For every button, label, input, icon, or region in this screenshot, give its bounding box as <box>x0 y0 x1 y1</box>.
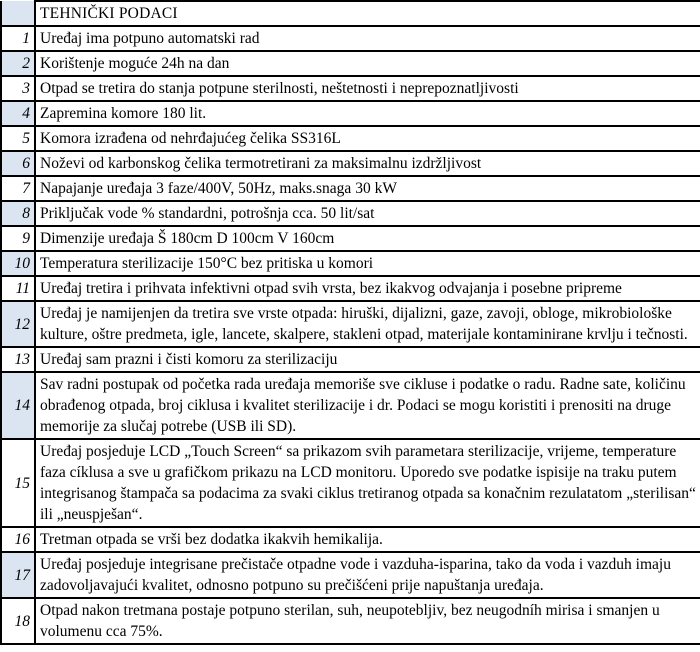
row-number: 16 <box>1 527 35 552</box>
row-text: Temperatura sterilizacije 150°C bez pritiska u komori <box>35 251 700 276</box>
row-text: Uređaj posjeduje integrisane prečistače otpadne vode i vazduha-isparina, tako da voda i vazduh imaju zadovoljavajući kvalitet, odnosno potpuno su prečišćeni prije napuštanja uređaja. <box>35 552 700 598</box>
table-title: TEHNIČKI PODACI <box>35 1 700 26</box>
table-row <box>1 76 700 101</box>
row-text: Uređaj tretira i prihvata infektivni otpad svih vrsta, bez ikakvog odvajanja i posebne pripreme <box>35 276 700 301</box>
row-text: Otpad se tretira do stanja potpune sterilnosti, neštetnosti i neprepoznatljivosti <box>35 76 700 101</box>
row-text: Tretman otpada se vrši bez dodatka ikakvih hemikalija. <box>35 527 700 552</box>
row-text: Uređaj ima potpuno automatski rad <box>35 26 700 51</box>
row-number: 12 <box>1 301 35 347</box>
table-row <box>1 151 700 176</box>
row-text: Uređaj sam prazni i čisti komoru za sterilizaciju <box>35 347 700 372</box>
row-text: Uređaj je namijenjen da tretira sve vrste otpada: hiruški, dijalizni, gaze, zavoji, obloge, mikrobiološke kulture, oštre predmeta, igle, lancete, skalpere, stakleni otpad, materijale kontaminirane krvlju i tečnosti. <box>35 301 700 347</box>
row-number: 2 <box>1 51 35 76</box>
table-row <box>1 51 700 76</box>
table-row <box>1 527 700 552</box>
row-number: 6 <box>1 151 35 176</box>
table-row <box>1 176 700 201</box>
table-row <box>1 201 700 226</box>
row-number: 17 <box>1 552 35 598</box>
table-body <box>1 1 700 644</box>
table-row <box>1 439 700 527</box>
row-number: 1 <box>1 26 35 51</box>
row-number: 7 <box>1 176 35 201</box>
table-row <box>1 276 700 301</box>
row-number: 8 <box>1 201 35 226</box>
row-text: Dimenzije uređaja Š 180cm D 100cm V 160cm <box>35 226 700 251</box>
row-text: Noževi od karbonskog čelika termotretirani za maksimalnu izdržljivost <box>35 151 700 176</box>
row-text: Zapremina komore 180 lit. <box>35 101 700 126</box>
table-row <box>1 126 700 151</box>
row-text: Uređaj posjeduje LCD „Touch Screen“ sa prikazom svih parametara sterilizacije, vrijeme, temperature faza cíklusa a sve u grafičkom prikazu na LCD monitoru. Uporedo sve podatke ispisije na traku putem integrisanog štampača sa podacima za svaki ciklus tretiranog otpada sa konačnim rezulatatom „sterilisan“ ili „neuspješan“. <box>35 439 700 527</box>
table-row <box>1 301 700 347</box>
table-header-row <box>1 1 700 26</box>
table-row <box>1 552 700 598</box>
table-row <box>1 251 700 276</box>
table-row <box>1 226 700 251</box>
row-text: Otpad nakon tretmana postaje potpuno sterilan, suh, neupotebljiv, bez neugodníh mirisa i smanjen u volumenu cca 75%. <box>35 598 700 644</box>
row-number: 18 <box>1 598 35 644</box>
header-number-cell <box>1 1 35 26</box>
row-number: 4 <box>1 101 35 126</box>
row-text: Priključak vode % standardni, potrošnja cca. 50 lit/sat <box>35 201 700 226</box>
table-row <box>1 347 700 372</box>
row-number: 9 <box>1 226 35 251</box>
table-row <box>1 598 700 644</box>
row-text: Sav radni postupak od početka rada uređaja memoriše sve cikluse i podatke o radu. Radne sate, količinu obrađenog otpada, broj ciklusa i kvalitet sterilizacije i dr. Podaci se mogu koristiti i prenositi na druge memorije za slučaj potrebe (USB ili SD). <box>35 372 700 439</box>
row-text: Napajanje uređaja 3 faze/400V, 50Hz, maks.snaga 30 kW <box>35 176 700 201</box>
row-text: Korištenje moguće 24h na dan <box>35 51 700 76</box>
row-number: 11 <box>1 276 35 301</box>
row-text: Komora izrađena od nehrđajućeg čelika SS316L <box>35 126 700 151</box>
row-number: 14 <box>1 372 35 439</box>
table-row <box>1 101 700 126</box>
row-number: 13 <box>1 347 35 372</box>
row-number: 5 <box>1 126 35 151</box>
row-number: 10 <box>1 251 35 276</box>
table-row <box>1 26 700 51</box>
row-number: 3 <box>1 76 35 101</box>
table-row <box>1 372 700 439</box>
row-number: 15 <box>1 439 35 527</box>
